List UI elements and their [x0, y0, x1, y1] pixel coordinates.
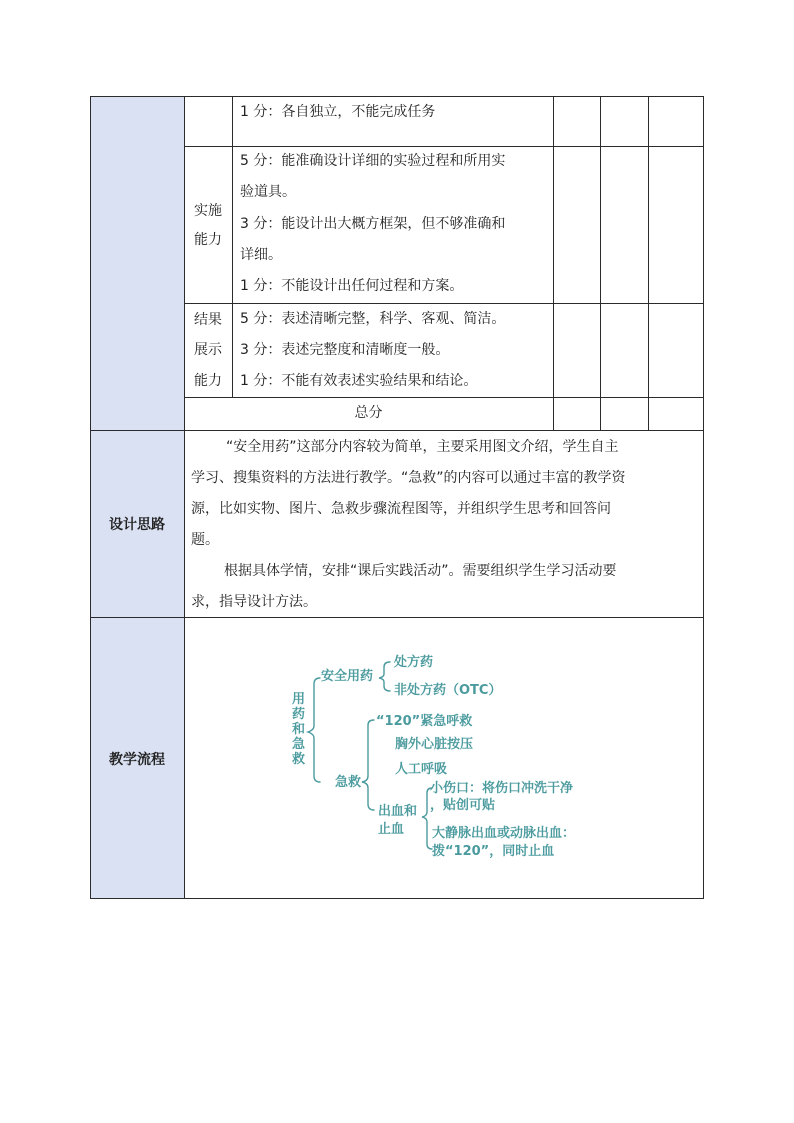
- label-divider: [232, 96, 233, 398]
- bleeding-label-line1: 出血和: [378, 804, 418, 819]
- aid-item-breathing: 人工呼吸: [395, 762, 448, 777]
- root-bracket: [308, 678, 320, 782]
- bleeding-large-line2: 拨“120”，同时止血: [432, 844, 555, 859]
- teaching-flow-diagram: [280, 648, 620, 868]
- criteria-line: 验道具。: [240, 184, 296, 200]
- section-divider-process: [90, 617, 704, 618]
- bleeding-label-line2: 止血: [378, 822, 405, 837]
- bleeding-small-line1: 小伤口：将伤口冲洗干净: [430, 781, 574, 796]
- bleeding-small-line2: ，贴创可贴: [430, 798, 496, 813]
- criteria-line: 1 分：不能设计出任何过程和方案。: [240, 278, 464, 294]
- total-label: 总分: [354, 405, 383, 421]
- criteria-line: 1 分：不能有效表述实验结果和结论。: [240, 373, 478, 389]
- design-heading: 设计思路: [109, 517, 165, 533]
- safe-item-prescription: 处方药: [394, 655, 434, 670]
- safe-bracket: [379, 662, 390, 691]
- presentation-label-line1: 结果: [194, 312, 222, 328]
- header-divider: [184, 96, 185, 899]
- branch-aid: 急救: [335, 775, 362, 790]
- design-line: 源，比如实物、图片、急救步骤流程图等，并组织学生思考和回答问: [191, 501, 611, 517]
- presentation-label-line3: 能力: [194, 373, 222, 389]
- score-col-2: [600, 96, 601, 431]
- aid-bracket: [362, 720, 374, 810]
- implementation-label-line2: 能力: [194, 232, 222, 248]
- branch-safe: 安全用药: [321, 669, 374, 684]
- score-col-1: [553, 96, 554, 431]
- criteria-independent: 1 分：各自独立，不能完成任务: [240, 104, 436, 120]
- aid-item-call: “120”紧急呼救: [376, 714, 473, 729]
- header-column-shade-1: [91, 97, 184, 430]
- table-border-left: [90, 96, 91, 899]
- criteria-line: 3 分：能设计出大概方框架，但不够准确和: [240, 216, 506, 232]
- criteria-line: 3 分：表述完整度和清晰度一般。: [240, 342, 450, 358]
- section-divider-design: [90, 430, 704, 431]
- design-line: 根据具体学情，安排“课后实践活动”。需要组织学生学习活动要: [224, 563, 617, 579]
- score-col-3: [648, 96, 649, 431]
- design-line: 学习、搜集资料的方法进行教学。“急救”的内容可以通过丰富的教学资: [191, 470, 626, 486]
- safe-item-otc: 非处方药（OTC）: [394, 683, 502, 698]
- table-border-right: [703, 96, 704, 899]
- criteria-line: 5 分：能准确设计详细的实验过程和所用实: [240, 153, 506, 169]
- design-line: 题。: [191, 532, 219, 548]
- bleeding-large-line1: 大静脉出血或动脉出血：: [432, 826, 576, 841]
- presentation-label-line2: 展示: [194, 342, 222, 358]
- design-line: 求，指导设计方法。: [191, 594, 317, 610]
- process-heading: 教学流程: [109, 752, 165, 768]
- criteria-line: 5 分：表述清晰完整，科学、客观、简洁。: [240, 311, 506, 327]
- table-border-bottom: [90, 898, 704, 899]
- aid-item-cpr: 胸外心脏按压: [395, 737, 474, 752]
- criteria-line: 详细。: [240, 247, 282, 263]
- implementation-label-line1: 实施: [194, 203, 222, 219]
- design-line: “安全用药”这部分内容较为简单，主要采用图文介绍，学生自主: [226, 439, 619, 455]
- root-char: 用药和急救: [291, 692, 305, 767]
